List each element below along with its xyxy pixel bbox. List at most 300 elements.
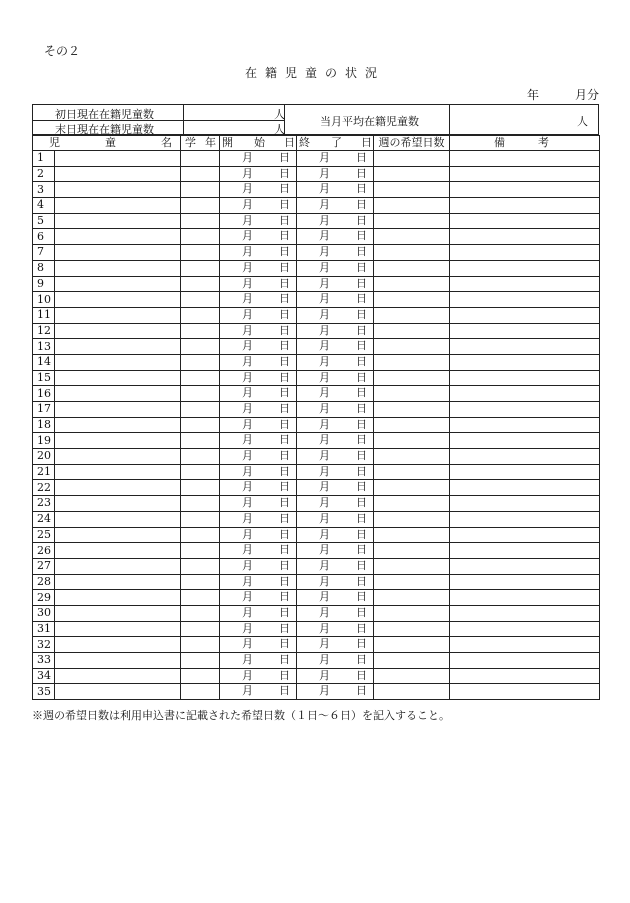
month-unit: 月 [319, 480, 330, 494]
grade-cell[interactable] [181, 558, 220, 574]
remarks-cell[interactable] [450, 198, 600, 214]
remarks-cell[interactable] [450, 276, 600, 292]
child-name-cell[interactable] [55, 166, 181, 182]
table-row [33, 511, 600, 527]
child-name-cell[interactable] [55, 386, 181, 402]
weekly-days-cell[interactable] [374, 653, 450, 669]
remarks-cell[interactable] [450, 323, 600, 339]
start-date-cell[interactable] [220, 464, 297, 480]
end-date-cell[interactable] [297, 339, 374, 355]
month-unit: 月 [242, 354, 253, 368]
weekly-days-cell[interactable] [374, 260, 450, 276]
grade-cell[interactable] [181, 370, 220, 386]
start-date-header: 開 始 日 [220, 136, 297, 151]
day-unit: 日 [279, 511, 290, 525]
grade-cell[interactable] [181, 543, 220, 559]
end-date-cell[interactable] [297, 511, 374, 527]
start-date-cell[interactable] [220, 558, 297, 574]
grade-cell[interactable] [181, 213, 220, 229]
child-name-cell[interactable] [55, 292, 181, 308]
grade-cell[interactable] [181, 480, 220, 496]
month-unit: 月 [319, 245, 330, 259]
child-name-cell[interactable] [55, 354, 181, 370]
start-date-cell[interactable] [220, 166, 297, 182]
row-number: 25 [33, 527, 55, 543]
child-name-cell[interactable] [55, 213, 181, 229]
day-unit: 日 [356, 480, 367, 494]
start-date-cell[interactable] [220, 323, 297, 339]
grade-cell[interactable] [181, 668, 220, 684]
weekly-days-cell[interactable] [374, 621, 450, 637]
child-name-cell[interactable] [55, 527, 181, 543]
day-unit: 日 [279, 182, 290, 196]
start-date-cell[interactable] [220, 370, 297, 386]
child-name-cell[interactable] [55, 433, 181, 449]
child-name-cell[interactable] [55, 370, 181, 386]
child-name-cell[interactable] [55, 496, 181, 512]
child-name-cell[interactable] [55, 605, 181, 621]
remarks-cell[interactable] [450, 402, 600, 418]
month-unit: 月 [319, 229, 330, 243]
day-unit: 日 [279, 621, 290, 635]
remarks-cell[interactable] [450, 260, 600, 276]
month-unit: 月 [242, 182, 253, 196]
weekly-days-cell[interactable] [374, 323, 450, 339]
table-row [33, 245, 600, 261]
weekly-days-cell[interactable] [374, 464, 450, 480]
child-name-cell[interactable] [55, 480, 181, 496]
day-unit: 日 [279, 480, 290, 494]
month-unit: 月 [242, 402, 253, 415]
day-unit: 日 [356, 684, 367, 698]
last-day-count-label: 末日現在在籍児童数 [55, 123, 154, 136]
day-unit: 日 [356, 605, 367, 619]
weekly-days-cell[interactable] [374, 182, 450, 198]
child-name-cell[interactable] [55, 449, 181, 465]
remarks-cell[interactable] [450, 339, 600, 355]
start-date-cell[interactable] [220, 417, 297, 433]
end-date-cell[interactable] [297, 480, 374, 496]
day-unit: 日 [356, 402, 367, 415]
child-name-cell[interactable] [55, 417, 181, 433]
end-date-cell[interactable] [297, 543, 374, 559]
weekly-days-cell[interactable] [374, 198, 450, 214]
month-unit: 月 [242, 511, 253, 525]
end-date-cell[interactable] [297, 229, 374, 245]
start-date-cell[interactable] [220, 433, 297, 449]
grade-cell[interactable] [181, 198, 220, 214]
grade-cell[interactable] [181, 339, 220, 355]
grade-cell[interactable] [181, 323, 220, 339]
remarks-cell[interactable] [450, 480, 600, 496]
end-date-cell[interactable] [297, 496, 374, 512]
day-unit: 日 [356, 166, 367, 180]
end-date-cell[interactable] [297, 402, 374, 418]
grade-cell[interactable] [181, 511, 220, 527]
remarks-cell[interactable] [450, 605, 600, 621]
start-date-cell[interactable] [220, 605, 297, 621]
child-name-cell[interactable] [55, 182, 181, 198]
month-unit: 月 [242, 684, 253, 698]
row-number: 33 [33, 653, 55, 669]
row-number: 22 [33, 480, 55, 496]
grade-cell[interactable] [181, 464, 220, 480]
start-date-cell[interactable] [220, 668, 297, 684]
remarks-cell[interactable] [450, 543, 600, 559]
child-name-cell[interactable] [55, 558, 181, 574]
child-name-cell[interactable] [55, 402, 181, 418]
month-unit: 月 [242, 558, 253, 572]
remarks-cell[interactable] [450, 637, 600, 653]
child-name-cell[interactable] [55, 653, 181, 669]
end-date-cell[interactable] [297, 417, 374, 433]
child-name-cell[interactable] [55, 307, 181, 323]
remarks-cell[interactable] [450, 449, 600, 465]
table-row [33, 151, 600, 167]
end-date-cell[interactable] [297, 574, 374, 590]
weekly-days-cell[interactable] [374, 480, 450, 496]
grade-cell[interactable] [181, 417, 220, 433]
remarks-cell[interactable] [450, 511, 600, 527]
end-date-cell[interactable] [297, 433, 374, 449]
remarks-cell[interactable] [450, 213, 600, 229]
start-date-cell[interactable] [220, 480, 297, 496]
end-date-cell[interactable] [297, 166, 374, 182]
weekly-days-cell[interactable] [374, 511, 450, 527]
day-unit: 日 [356, 229, 367, 243]
day-unit: 日 [356, 307, 367, 321]
day-unit: 日 [356, 198, 367, 212]
end-date-cell[interactable] [297, 292, 374, 308]
weekly-days-cell[interactable] [374, 276, 450, 292]
child-name-cell[interactable] [55, 260, 181, 276]
weekly-days-cell[interactable] [374, 370, 450, 386]
weekly-days-cell[interactable] [374, 307, 450, 323]
grade-cell[interactable] [181, 527, 220, 543]
day-unit: 日 [356, 370, 367, 384]
weekly-days-cell[interactable] [374, 386, 450, 402]
day-unit: 日 [279, 245, 290, 259]
weekly-days-cell[interactable] [374, 166, 450, 182]
grade-cell[interactable] [181, 496, 220, 512]
child-name-cell[interactable] [55, 684, 181, 700]
start-date-cell[interactable] [220, 637, 297, 653]
end-date-cell[interactable] [297, 307, 374, 323]
child-name-cell[interactable] [55, 464, 181, 480]
end-date-cell[interactable] [297, 370, 374, 386]
table-row [33, 605, 600, 621]
remarks-cell[interactable] [450, 621, 600, 637]
day-unit: 日 [356, 213, 367, 227]
grade-cell[interactable] [181, 260, 220, 276]
grade-cell[interactable] [181, 590, 220, 606]
month-unit: 月 [242, 433, 253, 447]
day-unit: 日 [279, 370, 290, 384]
last-day-count-field[interactable] [185, 121, 279, 135]
grade-cell[interactable] [181, 449, 220, 465]
table-row [33, 621, 600, 637]
remarks-cell[interactable] [450, 307, 600, 323]
end-date-cell[interactable] [297, 151, 374, 167]
remarks-cell[interactable] [450, 558, 600, 574]
start-date-cell[interactable] [220, 527, 297, 543]
monthly-average-field[interactable] [453, 107, 573, 133]
month-unit: 月 [242, 339, 253, 353]
start-date-cell[interactable] [220, 449, 297, 465]
month-unit: 月 [319, 684, 330, 698]
row-number: 8 [33, 260, 55, 276]
remarks-cell[interactable] [450, 417, 600, 433]
row-number: 9 [33, 276, 55, 292]
weekly-days-cell[interactable] [374, 668, 450, 684]
weekly-days-cell[interactable] [374, 684, 450, 700]
weekly-days-cell[interactable] [374, 637, 450, 653]
grade-cell[interactable] [181, 151, 220, 167]
first-day-count-field[interactable] [185, 106, 279, 120]
remarks-cell[interactable] [450, 354, 600, 370]
weekly-days-cell[interactable] [374, 229, 450, 245]
grade-cell[interactable] [181, 433, 220, 449]
day-unit: 日 [279, 323, 290, 337]
start-date-cell[interactable] [220, 151, 297, 167]
end-date-cell[interactable] [297, 605, 374, 621]
day-unit: 日 [356, 339, 367, 353]
child-name-cell[interactable] [55, 198, 181, 214]
end-date-cell[interactable] [297, 527, 374, 543]
child-name-cell[interactable] [55, 151, 181, 167]
weekly-days-cell[interactable] [374, 590, 450, 606]
child-name-cell[interactable] [55, 637, 181, 653]
remarks-cell[interactable] [450, 386, 600, 402]
end-date-cell[interactable] [297, 182, 374, 198]
month-unit: 月 [319, 166, 330, 180]
start-date-cell[interactable] [220, 354, 297, 370]
weekly-days-cell[interactable] [374, 527, 450, 543]
remarks-cell[interactable] [450, 370, 600, 386]
child-name-cell[interactable] [55, 323, 181, 339]
grade-cell[interactable] [181, 402, 220, 418]
start-date-cell[interactable] [220, 292, 297, 308]
remarks-cell[interactable] [450, 229, 600, 245]
end-date-cell[interactable] [297, 213, 374, 229]
child-name-cell[interactable] [55, 511, 181, 527]
start-date-cell[interactable] [220, 590, 297, 606]
month-unit: 月 [319, 339, 330, 353]
end-date-cell[interactable] [297, 386, 374, 402]
row-number: 7 [33, 245, 55, 261]
day-unit: 日 [279, 339, 290, 353]
row-number: 32 [33, 637, 55, 653]
month-unit: 月 [319, 605, 330, 619]
month-unit: 月 [319, 653, 330, 666]
end-date-cell[interactable] [297, 590, 374, 606]
child-name-cell[interactable] [55, 229, 181, 245]
child-name-cell[interactable] [55, 574, 181, 590]
weekly-days-cell[interactable] [374, 574, 450, 590]
remarks-cell[interactable] [450, 496, 600, 512]
grade-cell[interactable] [181, 605, 220, 621]
table-row [33, 323, 600, 339]
grade-cell[interactable] [181, 354, 220, 370]
grade-cell[interactable] [181, 621, 220, 637]
day-unit: 日 [356, 276, 367, 290]
end-date-cell[interactable] [297, 198, 374, 214]
month-unit: 月 [242, 151, 253, 164]
table-row [33, 292, 600, 308]
start-date-cell[interactable] [220, 276, 297, 292]
remarks-cell[interactable] [450, 590, 600, 606]
grade-cell[interactable] [181, 245, 220, 261]
start-date-cell[interactable] [220, 229, 297, 245]
remarks-cell[interactable] [450, 668, 600, 684]
child-name-cell[interactable] [55, 339, 181, 355]
end-date-cell[interactable] [297, 464, 374, 480]
start-date-cell[interactable] [220, 621, 297, 637]
table-row [33, 543, 600, 559]
weekly-days-cell[interactable] [374, 245, 450, 261]
weekly-days-cell[interactable] [374, 151, 450, 167]
row-number: 21 [33, 464, 55, 480]
row-number: 3 [33, 182, 55, 198]
start-date-cell[interactable] [220, 653, 297, 669]
end-date-cell[interactable] [297, 323, 374, 339]
weekly-days-cell[interactable] [374, 496, 450, 512]
start-date-cell[interactable] [220, 307, 297, 323]
month-unit: 月 [319, 276, 330, 290]
child-name-cell[interactable] [55, 245, 181, 261]
weekly-days-cell[interactable] [374, 543, 450, 559]
month-unit: 月 [319, 449, 330, 463]
start-date-cell[interactable] [220, 543, 297, 559]
table-row [33, 668, 600, 684]
month-unit: 月 [319, 213, 330, 227]
start-date-cell[interactable] [220, 245, 297, 261]
weekly-days-cell[interactable] [374, 402, 450, 418]
remarks-cell[interactable] [450, 653, 600, 669]
month-unit: 月 [242, 480, 253, 494]
remarks-cell[interactable] [450, 292, 600, 308]
child-name-cell[interactable] [55, 590, 181, 606]
remarks-cell[interactable] [450, 166, 600, 182]
start-date-cell[interactable] [220, 684, 297, 700]
end-date-cell[interactable] [297, 668, 374, 684]
start-date-cell[interactable] [220, 386, 297, 402]
month-unit: 月 [242, 605, 253, 619]
row-number: 2 [33, 166, 55, 182]
child-name-cell[interactable] [55, 668, 181, 684]
end-date-cell[interactable] [297, 245, 374, 261]
row-number: 20 [33, 449, 55, 465]
remarks-cell[interactable] [450, 433, 600, 449]
start-date-cell[interactable] [220, 182, 297, 198]
start-date-cell[interactable] [220, 496, 297, 512]
grade-cell[interactable] [181, 166, 220, 182]
start-date-cell[interactable] [220, 574, 297, 590]
remarks-cell[interactable] [450, 151, 600, 167]
end-date-cell[interactable] [297, 621, 374, 637]
last-day-unit: 人 [274, 123, 285, 136]
weekly-days-cell[interactable] [374, 605, 450, 621]
start-date-cell[interactable] [220, 402, 297, 418]
weekly-days-header: 週の希望日数 [374, 136, 450, 151]
end-date-cell[interactable] [297, 260, 374, 276]
remarks-cell[interactable] [450, 527, 600, 543]
end-date-cell[interactable] [297, 637, 374, 653]
grade-cell[interactable] [181, 653, 220, 669]
table-row [33, 166, 600, 182]
start-date-cell[interactable] [220, 213, 297, 229]
row-number: 16 [33, 386, 55, 402]
end-date-cell[interactable] [297, 684, 374, 700]
row-number: 30 [33, 605, 55, 621]
month-unit: 月 [319, 590, 330, 604]
grade-cell[interactable] [181, 386, 220, 402]
grade-cell[interactable] [181, 229, 220, 245]
weekly-days-cell[interactable] [374, 339, 450, 355]
month-unit: 月 [242, 307, 253, 321]
month-unit: 月 [242, 386, 253, 400]
grade-cell[interactable] [181, 276, 220, 292]
grade-cell[interactable] [181, 637, 220, 653]
weekly-days-cell[interactable] [374, 354, 450, 370]
weekly-days-cell[interactable] [374, 213, 450, 229]
end-date-cell[interactable] [297, 449, 374, 465]
child-name-cell[interactable] [55, 543, 181, 559]
remarks-cell[interactable] [450, 684, 600, 700]
start-date-cell[interactable] [220, 511, 297, 527]
child-name-cell[interactable] [55, 276, 181, 292]
day-unit: 日 [356, 527, 367, 541]
remarks-cell[interactable] [450, 182, 600, 198]
day-unit: 日 [356, 433, 367, 447]
remarks-cell[interactable] [450, 574, 600, 590]
grade-cell[interactable] [181, 574, 220, 590]
remarks-cell[interactable] [450, 245, 600, 261]
weekly-days-cell[interactable] [374, 292, 450, 308]
end-date-cell[interactable] [297, 354, 374, 370]
day-unit: 日 [279, 605, 290, 619]
start-date-cell[interactable] [220, 198, 297, 214]
month-unit: 月 [319, 323, 330, 337]
day-unit: 日 [356, 511, 367, 525]
end-date-cell[interactable] [297, 653, 374, 669]
day-unit: 日 [279, 292, 290, 306]
weekly-days-cell[interactable] [374, 417, 450, 433]
table-row [33, 653, 600, 669]
grade-cell[interactable] [181, 182, 220, 198]
grade-cell[interactable] [181, 292, 220, 308]
row-number: 5 [33, 213, 55, 229]
child-name-cell[interactable] [55, 621, 181, 637]
start-date-cell[interactable] [220, 260, 297, 276]
grade-cell[interactable] [181, 307, 220, 323]
table-row [33, 496, 600, 512]
end-date-cell[interactable] [297, 276, 374, 292]
remarks-cell[interactable] [450, 464, 600, 480]
end-date-cell[interactable] [297, 558, 374, 574]
grade-cell[interactable] [181, 684, 220, 700]
start-date-cell[interactable] [220, 339, 297, 355]
day-unit: 日 [279, 402, 290, 415]
weekly-days-cell[interactable] [374, 558, 450, 574]
table-row [33, 558, 600, 574]
day-unit: 日 [279, 166, 290, 180]
day-unit: 日 [356, 621, 367, 635]
month-unit: 月 [319, 386, 330, 400]
weekly-days-cell[interactable] [374, 433, 450, 449]
weekly-days-cell[interactable] [374, 449, 450, 465]
table-row [33, 307, 600, 323]
